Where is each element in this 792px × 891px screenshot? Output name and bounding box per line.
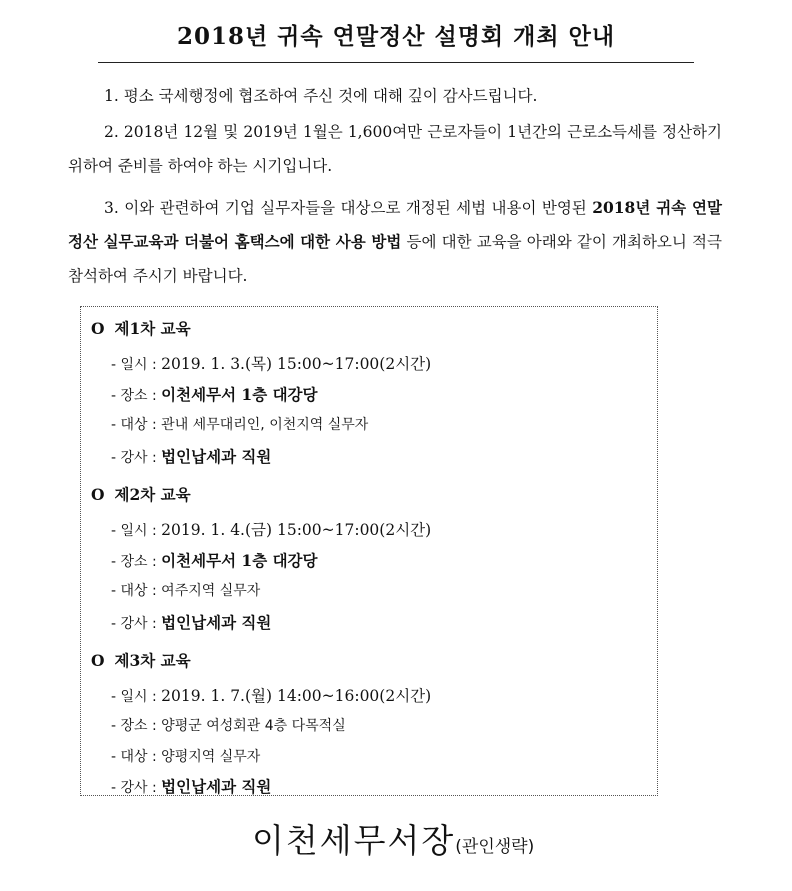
date-value: 2019. 1. 7.(월) 14:00~16:00(2시간)	[161, 687, 432, 705]
bullet-circle-icon: O	[91, 485, 105, 504]
session-1-place	[111, 383, 318, 405]
session-2-date	[111, 518, 431, 540]
lecturer-value: 법인납세과 직원	[161, 777, 272, 796]
session-3-target	[111, 746, 260, 766]
date-value: 2019. 1. 4.(금) 15:00~17:00(2시간)	[161, 521, 432, 539]
paragraph-1-text: 1. 평소 국세행정에 협조하여 주신 것에 대해 깊이 감사드립니다.	[104, 87, 538, 105]
paragraph-2	[68, 115, 722, 183]
paragraph-2-text: 2. 2018년 12월 및 2019년 1월은 1,600여만 근로자들이 1년간의 근로소득세를 정산하기 위하여 준비를 하여야 하는 시기입니다.	[68, 123, 722, 175]
lecturer-value: 법인납세과 직원	[161, 447, 272, 466]
session-3-lecturer	[111, 775, 271, 797]
session-2-target	[111, 580, 260, 600]
session-1-heading	[91, 317, 191, 339]
session-1-date	[111, 352, 431, 374]
target-label: - 대상 :	[111, 749, 162, 765]
date-label: - 일시 :	[111, 523, 162, 539]
target-value: 관내 세무대리인, 이천지역 실무자	[161, 417, 369, 433]
lecturer-label: - 강사 :	[111, 450, 162, 466]
place-value: 이천세무서 1층 대강당	[161, 385, 318, 404]
session-1-target	[111, 414, 368, 434]
document-title: 2018년 귀속 연말정산 설명회 개최 안내	[176, 23, 616, 50]
paragraph-3-emphasis: 2018년 귀속 연말정산 실무교육과 더불어 홈택스에 대한 사용 방법	[68, 198, 722, 251]
session-3-heading	[91, 649, 191, 671]
seal-omitted-note: (관인생략)	[455, 837, 535, 857]
paragraph-1	[68, 79, 722, 113]
schedule-box	[80, 306, 658, 796]
session-2-title: 제2차 교육	[114, 485, 191, 504]
session-3-date	[111, 684, 431, 706]
place-value: 이천세무서 1층 대강당	[161, 551, 318, 570]
target-label: - 대상 :	[111, 417, 162, 433]
issuer-signature	[252, 815, 534, 862]
lecturer-label: - 강사 :	[111, 616, 162, 632]
place-value: 양평군 여성회관 4층 다목적실	[161, 718, 346, 734]
issuer-name: 이천세무서장	[252, 821, 456, 860]
session-1-lecturer	[111, 445, 271, 467]
session-3-place	[111, 715, 346, 735]
place-label: - 장소 :	[111, 718, 162, 734]
session-2-heading	[91, 483, 191, 505]
paragraph-3	[68, 191, 722, 293]
session-2-place	[111, 549, 318, 571]
place-label: - 장소 :	[111, 554, 162, 570]
date-label: - 일시 :	[111, 357, 162, 373]
date-value: 2019. 1. 3.(목) 15:00~17:00(2시간)	[161, 355, 432, 373]
target-value: 양평지역 실무자	[161, 749, 261, 765]
session-1-title: 제1차 교육	[114, 319, 191, 338]
bullet-circle-icon: O	[91, 651, 105, 670]
paragraph-3-text-a: 3. 이와 관련하여 기업 실무자들을 대상으로 개정된 세법 내용이 반영된	[104, 199, 593, 217]
bullet-circle-icon: O	[91, 319, 105, 338]
target-value: 여주지역 실무자	[161, 583, 261, 599]
session-2-lecturer	[111, 611, 271, 633]
lecturer-value: 법인납세과 직원	[161, 613, 272, 632]
title-underline	[98, 62, 694, 63]
place-label: - 장소 :	[111, 388, 162, 404]
target-label: - 대상 :	[111, 583, 162, 599]
lecturer-label: - 강사 :	[111, 780, 162, 796]
date-label: - 일시 :	[111, 689, 162, 705]
paragraph-3-text-c: 등에 대한 교육을 아래와 같이 개최하오니 적극 참석하여 주시기 바랍니다.	[68, 233, 722, 285]
session-3-title: 제3차 교육	[114, 651, 191, 670]
